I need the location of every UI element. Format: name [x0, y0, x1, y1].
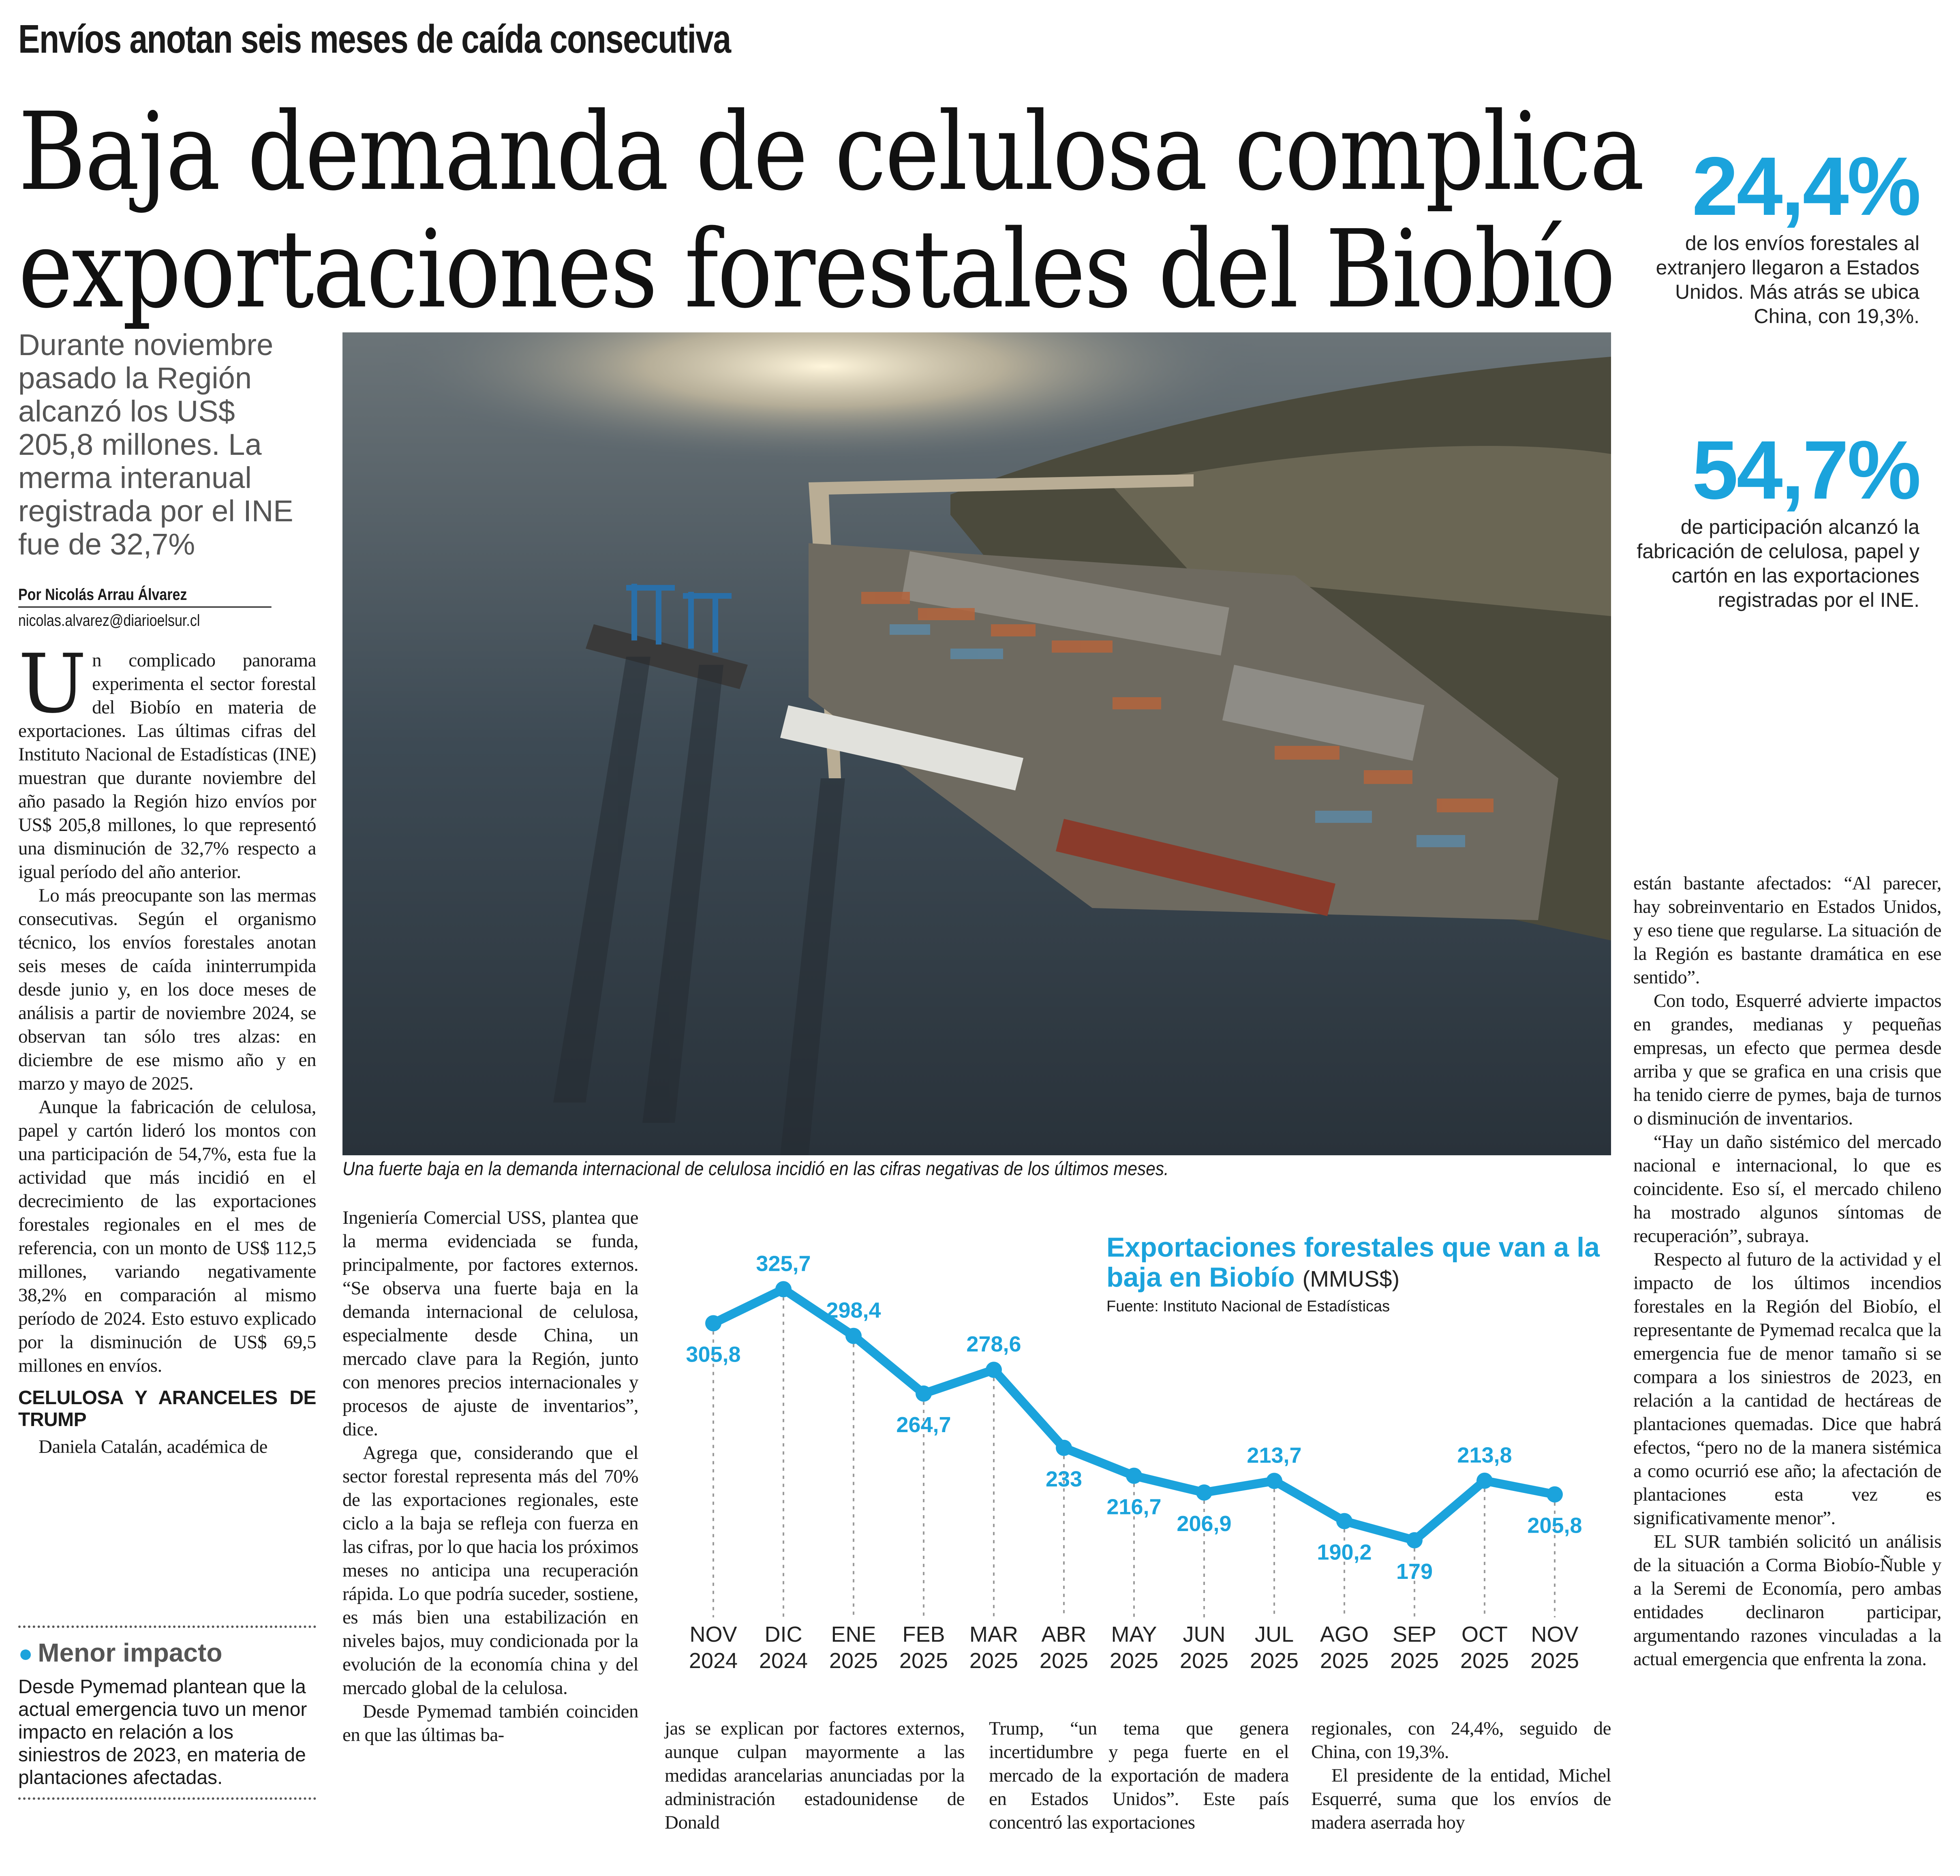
x-tick-year: 2024	[759, 1649, 808, 1673]
byline	[18, 586, 316, 630]
x-tick-year: 2024	[689, 1649, 738, 1673]
data-point	[986, 1362, 1002, 1378]
x-tick-year: 2025	[1109, 1649, 1159, 1673]
x-tick-month: OCT	[1461, 1622, 1508, 1647]
chart-title: Exportaciones forestales que van a la baja en Biobío (MMUS$)	[1106, 1232, 1600, 1293]
bajada: Durante noviembre pasado la Región alcanzó los US$ 205,8 millones. La merma interanual registrada por el INE fue de 32,7%	[18, 328, 293, 561]
x-tick-year: 2025	[1039, 1649, 1089, 1673]
x-tick-year: 2025	[1530, 1649, 1579, 1673]
divider	[18, 1625, 316, 1628]
paragraph: Un complicado panorama experimenta el sector forestal del Biobío en materia de exportaciones. Las últimas cifras del Instituto Nacional de Estadísticas (INE) muestran que durante noviembre del año pasado la Región hizo envíos por US$ 205,8 millones, lo que representó una disminución de 32,7% respecto a igual período del año anterior.	[18, 637, 316, 882]
column-3	[665, 1717, 965, 1834]
sidebar-box	[18, 1625, 316, 1800]
chart-header	[1106, 1232, 1609, 1315]
data-label: 205,8	[1527, 1513, 1582, 1538]
stat-value: 24,4%	[1692, 140, 1919, 233]
x-tick-year: 2025	[1320, 1649, 1369, 1673]
x-tick-year: 2025	[969, 1649, 1019, 1673]
paragraph: regionales, con 24,4%, seguido de China, con 19,3%.	[1311, 1718, 1611, 1762]
headline-line-2: exportaciones forestales del Biobío	[18, 207, 1614, 332]
x-tick-year: 2025	[1390, 1649, 1439, 1673]
column-6	[1633, 872, 1941, 1671]
data-point	[916, 1386, 932, 1402]
data-label: 213,8	[1457, 1443, 1512, 1467]
paragraph: El presidente de la entidad, Michel Esquerré, suma que los envíos de madera aserrada hoy	[1311, 1765, 1611, 1833]
box-text: Desde Pymemad plantean que la actual emergencia tuvo un menor impacto en relación a los siniestros de 2023, en materia de plantaciones afectadas.	[18, 1676, 307, 1788]
column-1	[18, 637, 316, 1458]
paragraph: están bastante afectados: “Al parecer, hay sobreinventario en Estados Unidos, y eso tiene que regularse. La situación de la Región es bastante dramática en ese sentido”.	[1633, 873, 1941, 988]
paragraph: “Hay un daño sistémico del mercado nacional e internacional, lo que es coincidente. Eso sí, el mercado chileno ha mostrado algunos síntomas de recuperación”, subraya.	[1633, 1131, 1941, 1246]
paragraph: Trump, “un tema que genera incertidumbre y pega fuerte en el mercado de la exportación de madera en Estados Unidos”. Este país concentró las exportaciones	[989, 1718, 1289, 1833]
x-tick-month: DIC	[764, 1622, 802, 1647]
data-label: 305,8	[686, 1342, 741, 1367]
data-label: 216,7	[1106, 1495, 1162, 1519]
headline-line-1: Baja demanda de celulosa complica	[18, 90, 1643, 214]
x-tick-month: NOV	[689, 1622, 737, 1647]
column-4	[989, 1717, 1289, 1834]
chart-source: Fuente: Instituto Nacional de Estadísticas	[1106, 1298, 1390, 1315]
data-label: 179	[1396, 1559, 1433, 1584]
data-point	[775, 1281, 792, 1297]
paragraph: Daniela Catalán, académica de	[39, 1436, 267, 1457]
data-label: 206,9	[1177, 1511, 1232, 1536]
data-point	[1547, 1486, 1563, 1503]
x-tick-month: ENE	[831, 1622, 876, 1647]
port-aerial-photo	[342, 332, 1611, 1155]
paragraph: Respecto al futuro de la actividad y el impacto de los últimos incendios forestales en la Región del Biobío, el representante de Pymemad recalca que la emergencia fue de menor tamaño si se compara a los siniestros de 2023, en relación a la cantidad de hectáreas de plantaciones quemadas. Dice que habrá efectos, “pero no de la manera sistémica a como ocurrió ese año; la afectación de plantaciones esta vez es significativamente menor”.	[1633, 1249, 1941, 1529]
divider	[18, 1797, 316, 1800]
x-tick-month: FEB	[902, 1622, 945, 1647]
column-2	[342, 1206, 638, 1747]
x-tick-year: 2025	[1460, 1649, 1509, 1673]
paragraph: Agrega que, considerando que el sector forestal representa más del 70% de las exportaciones regionales, este ciclo a la baja se refleja con fuerza en las cifras, por lo que hacia los próximos meses no anticipa una recuperación rápida. Lo que podría suceder, sostiene, es más bien una estabilización en niveles bajos, muy condicionada por la evolución de la economía china y del mercado global de la celulosa.	[342, 1442, 638, 1698]
stat-eeuu	[1611, 140, 1919, 328]
chart-x-ticks	[689, 1622, 1579, 1673]
data-label: 298,4	[826, 1298, 881, 1323]
paragraph: jas se explican por factores externos, aunque culpan mayormente a las medidas arancelarias anunciadas por la administración estadounidense de Donald	[665, 1718, 965, 1833]
stat-celulosa	[1611, 424, 1919, 612]
data-label: 233	[1045, 1467, 1083, 1491]
box-title: ● Menor impacto	[18, 1638, 223, 1667]
x-tick-year: 2025	[1250, 1649, 1299, 1673]
paragraph: EL SUR también solicitó un análisis de la situación a Corma Biobío-Ñuble y a la Seremi de Economía, pero ambas entidades declinaron participar, argumentando razones vinculadas a la actual emergencia que enfrenta la zona.	[1633, 1531, 1941, 1670]
data-point	[1196, 1484, 1212, 1501]
photo-illustration	[342, 332, 1611, 1155]
x-tick-month: MAY	[1111, 1622, 1157, 1647]
column-5	[1311, 1717, 1611, 1834]
data-point	[1126, 1468, 1142, 1484]
data-point	[845, 1328, 862, 1344]
x-tick-month: MAR	[969, 1622, 1018, 1647]
paragraph: Con todo, Esquerré advierte impactos en grandes, medianas y pequeñas empresas, un efecto que permea desde arriba y que se grafica en una crisis que ha tenido cierre de pymes, baja de turnos o disminución de inventarios.	[1633, 990, 1941, 1129]
chart	[665, 1196, 1613, 1690]
paragraph: Aunque la fabricación de celulosa, papel y cartón lideró los montos con una participación de 54,7%, esta fue la actividad que más incidió en el decrecimiento de las exportaciones forestales regionales en el mes de referencia, con un monto de US$ 112,5 millones, variando negativamente 38,2% en comparación al mismo período de 2024. Esto estuvo explicado por la disminución de US$ 69,5 millones en envíos.	[18, 1096, 316, 1376]
x-tick-year: 2025	[899, 1649, 948, 1673]
data-point	[1336, 1513, 1352, 1529]
bullet-icon: ●	[18, 1640, 33, 1667]
data-label: 278,6	[966, 1332, 1021, 1357]
stat-description: de los envíos forestales al extranjero llegaron a Estados Unidos. Más atrás se ubica China, con 19,3%.	[1656, 232, 1919, 328]
x-tick-month: JUL	[1254, 1622, 1294, 1647]
chart-unit: (MMUS$)	[1302, 1266, 1400, 1291]
x-tick-year: 2025	[1179, 1649, 1229, 1673]
x-tick-month: NOV	[1531, 1622, 1579, 1647]
x-tick-year: 2025	[829, 1649, 878, 1673]
data-label: 190,2	[1317, 1540, 1372, 1565]
x-tick-month: SEP	[1392, 1622, 1437, 1647]
data-point	[1406, 1532, 1423, 1548]
byline-email: nicolas.alvarez@diarioelsur.cl	[18, 612, 200, 630]
photo-caption: Una fuerte baja en la demanda internacional de celulosa incidió en las cifras negativas de los últimos meses.	[342, 1158, 1169, 1179]
data-label: 264,7	[896, 1412, 951, 1437]
x-tick-month: ABR	[1041, 1622, 1087, 1647]
paragraph: Desde Pymemad también coinciden en que las últimas ba-	[342, 1701, 638, 1745]
data-label: 213,7	[1247, 1443, 1302, 1468]
data-point	[1266, 1473, 1282, 1489]
x-tick-month: JUN	[1183, 1622, 1226, 1647]
subhead: CELULOSA Y ARANCELES DE TRUMP	[18, 1387, 316, 1431]
paragraph: Ingeniería Comercial USS, plantea que la merma evidenciada se funda, principalmente, por factores externos. “Se observa una fuerte baja en la demanda internacional de celulosa, especialmente desde China, un mercado clave para la Región, junto con menores precios internacionales y procesos de ajuste de inventarios”, dice.	[342, 1207, 638, 1440]
headline	[18, 90, 1643, 332]
data-label: 325,7	[756, 1251, 811, 1276]
x-tick-month: AGO	[1320, 1622, 1369, 1647]
byline-author: Por Nicolás Arrau Álvarez	[18, 586, 272, 608]
stat-value: 54,7%	[1692, 424, 1919, 516]
stat-description: de participación alcanzó la fabricación de celulosa, papel y cartón en las exportaciones registradas por el INE.	[1637, 516, 1919, 611]
data-point	[1476, 1473, 1493, 1489]
data-point	[705, 1315, 721, 1331]
kicker: Envíos anotan seis meses de caída consecutiva	[18, 17, 731, 61]
dropcap: U	[18, 637, 87, 731]
data-point	[1056, 1440, 1072, 1456]
paragraph: Lo más preocupante son las mermas consecutivas. Según el organismo técnico, los envíos forestales anotan seis meses de caída ininterrumpida desde junio y, en los doce meses de análisis a partir de noviembre 2024, se observan tan sólo tres alzas: en diciembre de ese mismo año y en marzo y mayo de 2025.	[18, 885, 316, 1094]
